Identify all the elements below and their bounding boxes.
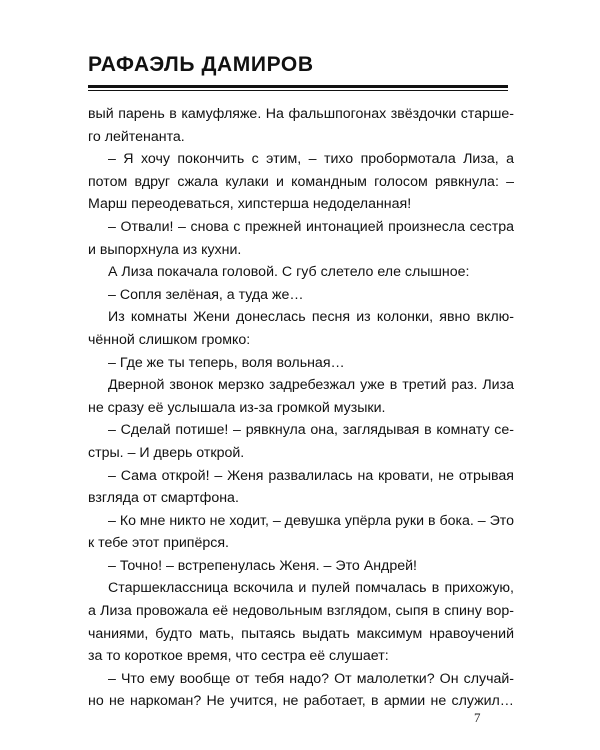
text-line: потом вдруг сжала кулаки и командным голосом рявкнула: –: [88, 173, 514, 190]
text-line: Из комнаты Жени донеслась песня из колонки, явно вклю-: [108, 309, 514, 326]
text-line: Старшеклассница вскочила и пулей помчалась в прихожую,: [108, 580, 514, 597]
text-line: – Отвали! – снова с прежней интонацией произнесла сестра: [108, 218, 514, 235]
text-line: – Точно! – встрепенулась Женя. – Это Андрей!: [108, 557, 417, 574]
text-line: чаниями, будто мать, пытаясь выдать максимум нравоучений: [88, 625, 514, 642]
text-line: вый парень в камуфляже. На фальшпогонах звёздочки старше-: [88, 106, 514, 122]
text-line: – Я хочу покончить с этим, – тихо пробормотала Лиза, а: [108, 151, 514, 168]
text-line: – Сделай потише! – рявкнула она, заглядывая в комнату се-: [108, 422, 514, 439]
body-text: [88, 103, 514, 713]
page-number: 7: [474, 710, 481, 725]
text-line: к тебе этот припёрся.: [88, 535, 229, 552]
text-line: – Что ему вообще от тебя надо? От малолетки? Он случай-: [108, 670, 514, 687]
text-line: чённой слишком громко:: [88, 331, 251, 348]
text-line: не сразу её услышала из-за громкой музыки.: [88, 399, 386, 416]
text-line: взгляда от смартфона.: [88, 490, 239, 507]
text-line: – Где же ты теперь, воля вольная…: [108, 354, 345, 371]
text-line: а Лиза провожала её недовольным взглядом, сыпя в спину вор-: [88, 603, 514, 620]
text-line: Марш переодеваться, хипстерша недоделанная!: [88, 196, 412, 213]
text-line: Дверной звонок мерзко задребезжал уже в третий раз. Лиза: [108, 377, 514, 394]
text-line: и выпорхнула из кухни.: [88, 241, 242, 258]
text-line: А Лиза покачала головой. С губ слетело еле слышное:: [108, 264, 470, 281]
header-rule-thick: [88, 85, 508, 88]
header-rule-thin: [88, 90, 508, 91]
text-line: – Ко мне никто не ходит, – девушка упёрла руки в бока. – Это: [108, 512, 515, 529]
text-line: но не наркоман? Не учится, не работает, в армии не служил…: [88, 693, 514, 710]
text-line: – Сама открой! – Женя развалилась на кровати, не отрывая: [108, 467, 514, 484]
running-header: [88, 52, 508, 91]
text-line: за то короткое время, что сестра её слушает:: [88, 648, 389, 665]
text-line: – Сопля зелёная, а туда же…: [108, 286, 304, 303]
text-line: стры. – И дверь открой.: [88, 444, 245, 461]
text-line: го лейтенанта.: [88, 128, 185, 145]
author-name: РАФАЭЛЬ ДАМИРОВ: [88, 53, 314, 76]
